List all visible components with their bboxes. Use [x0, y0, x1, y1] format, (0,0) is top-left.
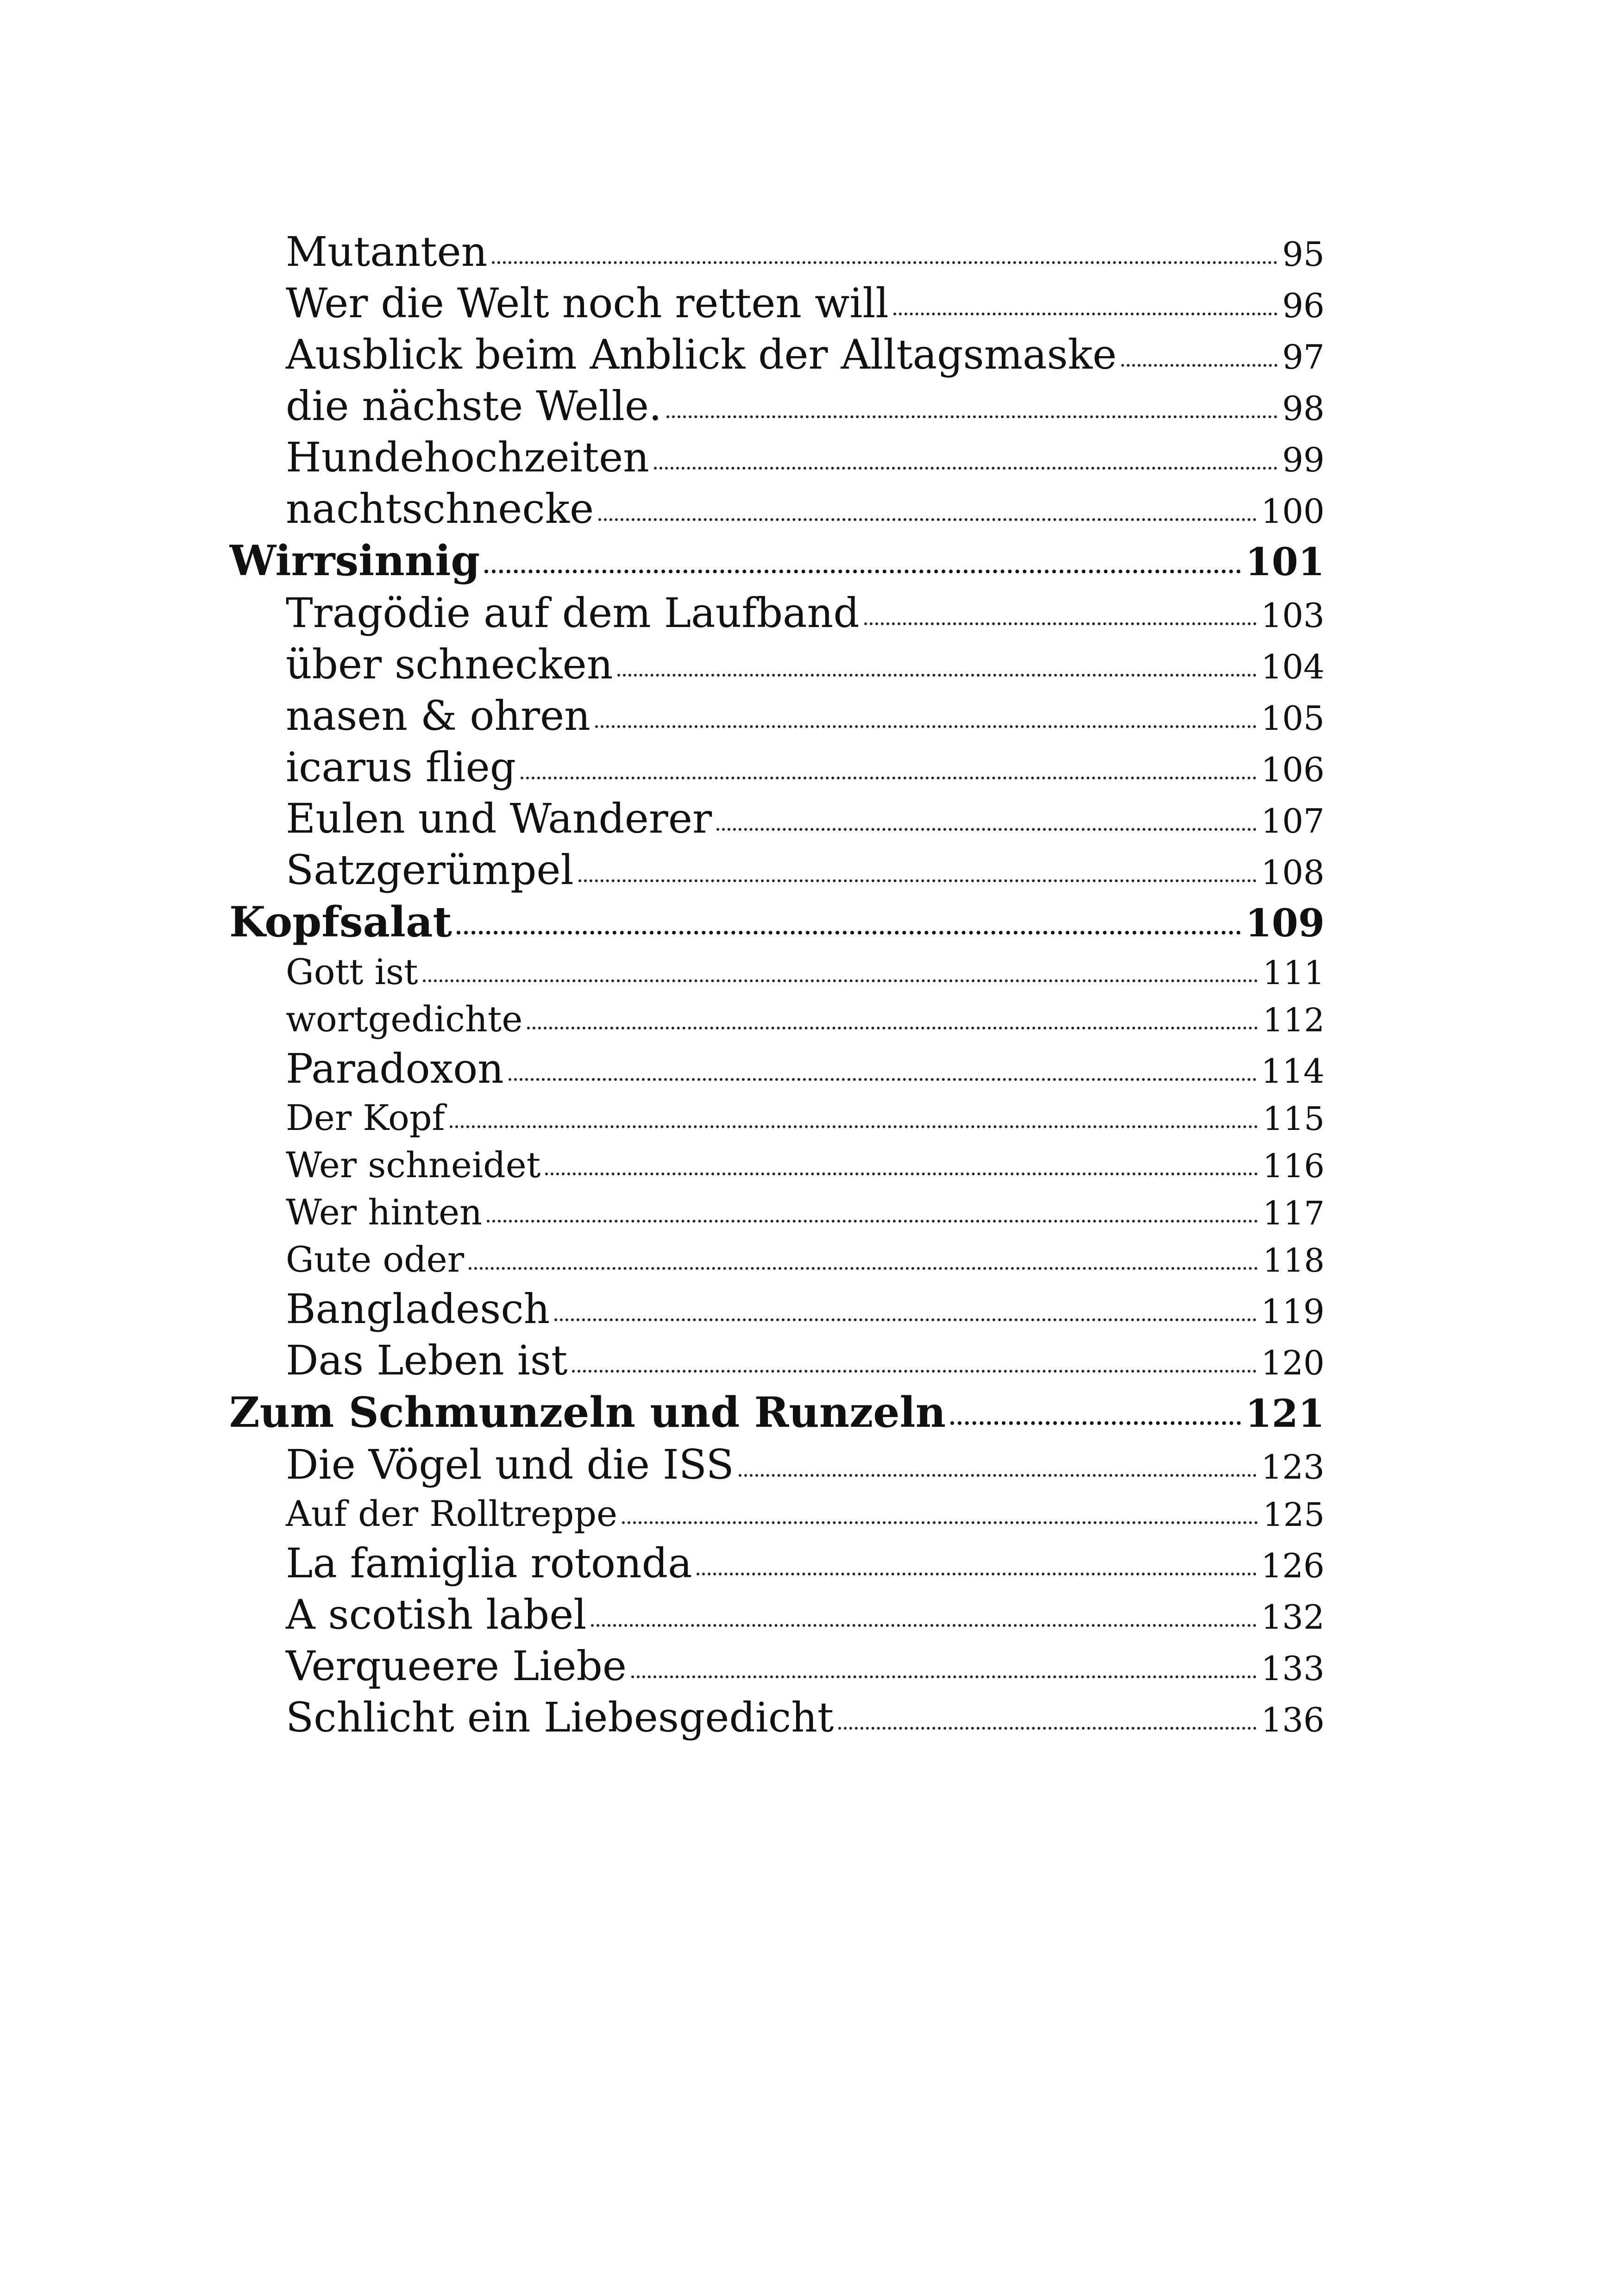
- dot-leader: [1121, 364, 1277, 367]
- dot-leader: [527, 1027, 1258, 1029]
- dot-leader: [697, 1573, 1256, 1575]
- toc-entry-title: Schlicht ein Liebesgedicht: [286, 1694, 834, 1741]
- toc-entry: [229, 432, 1325, 483]
- toc-entry: [229, 1692, 1325, 1743]
- toc-entry-page-number: 108: [1261, 853, 1325, 892]
- toc-entry-title: icarus flieg: [286, 743, 516, 791]
- toc-entry-page-number: 132: [1261, 1598, 1325, 1637]
- toc-entry: [229, 226, 1325, 277]
- toc-entry-title: Der Kopf: [286, 1097, 445, 1138]
- toc-entry-page-number: 100: [1261, 492, 1325, 531]
- dot-leader: [595, 725, 1257, 728]
- toc-chapter-entry: [229, 896, 1325, 948]
- dot-leader: [893, 313, 1278, 315]
- toc-entry-title: La famiglia rotonda: [286, 1539, 692, 1587]
- toc-entry: [229, 277, 1325, 329]
- toc-entry: [229, 639, 1325, 690]
- toc-entry-page-number: 109: [1245, 901, 1325, 946]
- toc-chapter-entry: [229, 1386, 1325, 1439]
- toc-entry-title: A scotish label: [286, 1591, 587, 1638]
- toc-entry: [229, 1537, 1325, 1589]
- toc-entry: [229, 329, 1325, 380]
- toc-entry: [229, 1283, 1325, 1335]
- toc-entry-page-number: 111: [1263, 954, 1325, 992]
- toc-entry-page-number: 99: [1282, 440, 1325, 479]
- dot-leader: [598, 518, 1257, 521]
- toc-entry-page-number: 126: [1261, 1546, 1325, 1585]
- toc-entry-page-number: 96: [1282, 286, 1325, 325]
- toc-entry: [229, 380, 1325, 432]
- toc-entry-title: Paradoxon: [286, 1045, 504, 1092]
- table-of-contents: [229, 226, 1325, 1743]
- toc-entry-page-number: 101: [1245, 540, 1325, 584]
- toc-entry: [229, 1640, 1325, 1692]
- toc-entry-page-number: 112: [1263, 1001, 1325, 1039]
- toc-entry-page-number: 123: [1261, 1448, 1325, 1487]
- toc-chapter-entry: [229, 534, 1325, 587]
- toc-entry-title: Eulen und Wanderer: [286, 795, 712, 842]
- toc-entry-title: Satzgerümpel: [286, 846, 574, 894]
- dot-leader: [487, 1220, 1258, 1223]
- dot-leader: [423, 979, 1258, 982]
- dot-leader: [450, 1125, 1258, 1128]
- toc-entry-page-number: 120: [1261, 1343, 1325, 1382]
- dot-leader: [666, 415, 1277, 418]
- toc-entry-page-number: 136: [1261, 1700, 1325, 1739]
- toc-entry: [229, 793, 1325, 844]
- toc-entry: [229, 948, 1325, 996]
- dot-leader: [457, 931, 1241, 935]
- toc-entry: [229, 1094, 1325, 1142]
- toc-entry-title: wortgedichte: [286, 998, 523, 1040]
- toc-entry: [229, 690, 1325, 741]
- toc-entry-page-number: 133: [1261, 1649, 1325, 1688]
- toc-entry-page-number: 97: [1282, 338, 1325, 376]
- toc-entry-title: Zum Schmunzeln und Runzeln: [229, 1388, 946, 1437]
- toc-entry: [229, 1490, 1325, 1537]
- toc-entry-page-number: 106: [1261, 750, 1325, 789]
- toc-entry-title: Das Leben ist: [286, 1336, 568, 1384]
- toc-entry-title: Wer die Welt noch retten will: [286, 279, 889, 327]
- toc-entry-title: über schnecken: [286, 640, 613, 688]
- dot-leader: [492, 261, 1277, 264]
- toc-entry-page-number: 125: [1263, 1496, 1325, 1534]
- toc-entry-title: die nächste Welle.: [286, 382, 662, 430]
- dot-leader: [521, 777, 1257, 779]
- dot-leader: [578, 879, 1257, 882]
- toc-entry-title: Wer hinten: [286, 1192, 483, 1233]
- toc-entry-page-number: 105: [1261, 699, 1325, 738]
- dot-leader: [545, 1173, 1258, 1175]
- toc-entry-title: Gott ist: [286, 951, 418, 992]
- toc-entry-page-number: 107: [1261, 802, 1325, 841]
- dot-leader: [950, 1421, 1241, 1425]
- dot-leader: [484, 570, 1240, 573]
- toc-entry-title: Mutanten: [286, 228, 488, 276]
- toc-entry-title: Bangladesch: [286, 1285, 550, 1333]
- toc-entry: [229, 1142, 1325, 1189]
- toc-entry-page-number: 98: [1282, 389, 1325, 428]
- dot-leader: [654, 467, 1278, 470]
- dot-leader: [572, 1370, 1256, 1373]
- toc-entry: [229, 1236, 1325, 1283]
- toc-entry-page-number: 117: [1263, 1194, 1325, 1232]
- toc-entry: [229, 1439, 1325, 1490]
- toc-entry-title: Ausblick beim Anblick der Alltagsmaske: [286, 331, 1117, 378]
- toc-entry: [229, 1043, 1325, 1094]
- toc-entry: [229, 1335, 1325, 1386]
- toc-entry-title: Wirrsinnig: [229, 536, 480, 585]
- toc-entry-page-number: 119: [1261, 1292, 1325, 1331]
- dot-leader: [631, 1675, 1257, 1678]
- toc-entry-title: nachtschnecke: [286, 485, 594, 533]
- dot-leader: [739, 1474, 1257, 1477]
- toc-entry: [229, 996, 1325, 1043]
- dot-leader: [509, 1078, 1257, 1081]
- dot-leader: [554, 1318, 1256, 1321]
- toc-entry: [229, 741, 1325, 793]
- dot-leader: [622, 1521, 1258, 1524]
- toc-entry-title: Tragödie auf dem Laufband: [286, 589, 860, 637]
- dot-leader: [716, 828, 1257, 831]
- toc-entry-page-number: 104: [1261, 647, 1325, 686]
- toc-entry-title: Verqueere Liebe: [286, 1642, 627, 1690]
- toc-entry-title: Auf der Rolltreppe: [286, 1493, 617, 1534]
- toc-entry-page-number: 115: [1263, 1100, 1325, 1138]
- toc-entry: [229, 1589, 1325, 1640]
- dot-leader: [469, 1267, 1258, 1270]
- dot-leader: [617, 674, 1256, 677]
- toc-entry: [229, 483, 1325, 534]
- toc-entry-title: Gute oder: [286, 1239, 465, 1280]
- toc-entry-page-number: 95: [1282, 235, 1325, 274]
- toc-entry-page-number: 118: [1263, 1242, 1325, 1280]
- toc-entry-title: Die Vögel und die ISS: [286, 1441, 734, 1488]
- toc-entry-page-number: 103: [1261, 596, 1325, 635]
- dot-leader: [591, 1624, 1256, 1627]
- toc-entry-title: Wer schneidet: [286, 1144, 541, 1186]
- toc-entry: [229, 1189, 1325, 1236]
- toc-entry: [229, 844, 1325, 896]
- dot-leader: [864, 622, 1257, 625]
- toc-entry-title: Hundehochzeiten: [286, 433, 649, 481]
- toc-entry-page-number: 114: [1261, 1052, 1325, 1091]
- toc-entry: [229, 587, 1325, 639]
- toc-entry-title: nasen & ohren: [286, 692, 591, 740]
- toc-entry-title: Kopfsalat: [229, 897, 452, 947]
- dot-leader: [838, 1727, 1256, 1730]
- toc-entry-page-number: 116: [1263, 1147, 1325, 1185]
- toc-entry-page-number: 121: [1245, 1392, 1325, 1436]
